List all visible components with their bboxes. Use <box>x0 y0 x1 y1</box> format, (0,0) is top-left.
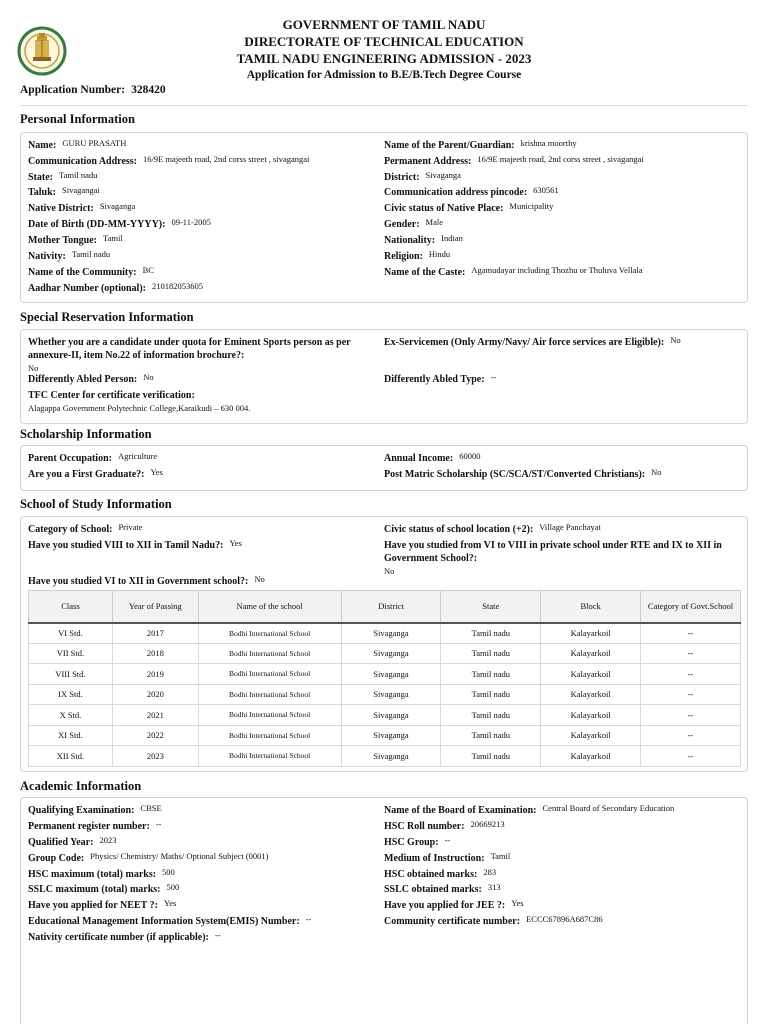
field-medium: Medium of Instruction: $^{Tamil}$ <box>384 851 511 864</box>
field-hsc-max: HSC maximum (total) marks: $^{500}$ <box>28 867 175 880</box>
field-state: State: $^{Tamil nadu}$ <box>28 170 98 183</box>
field-post-matric: Post Matric Scholarship (SC/SCA/ST/Converted Christians): $^{No}$ <box>384 467 662 480</box>
field-comm-address: Communication Address: $^{16/9E majeeth road, 2nd corss street , sivagangai}$ <box>28 154 310 167</box>
document-header <box>0 16 768 83</box>
field-ex-servicemen: Ex-Servicemen (Only Army/Navy/ Air force services are Eligible): $^{No}$ <box>384 335 681 348</box>
field-emis: Educational Management Information System(EMIS) Number: -- <box>28 914 312 927</box>
field-dob: Date of Birth (DD-MM-YYYY): $^{09-11-2005}$ <box>28 217 211 230</box>
table-row: IX Std. 2020 Bodhi International School Sivaganga Tamil nadu Kalayarkoil -- <box>29 684 741 705</box>
field-pincode: Communication address pincode: $^{630561}$ <box>384 185 559 198</box>
col-class: Class <box>29 591 113 623</box>
field-first-graduate: Are you a First Graduate?: $^{Yes}$ <box>28 467 163 480</box>
field-religion: Religion: $^{Hindu}$ <box>384 249 451 262</box>
field-hsc-obtained: HSC obtained marks: $^{283}$ <box>384 867 497 880</box>
field-perm-reg: Permanent register number: -- <box>28 819 162 832</box>
field-sports-quota: Whether you are a candidate under quota for Eminent Sports person as per annexure-II, item No.22 of information brochure?: No <box>28 337 351 373</box>
scholarship-title: Scholarship Information <box>20 427 152 441</box>
field-community-cert: Community certificate number: $^{ECCC67896A687C86}$ <box>384 914 603 927</box>
field-rte: Have you studied from VI to VIII in private school under RTE and IX to XII in Government School?: No <box>384 540 722 576</box>
header-course: Application for Admission to B.E/B.Tech Degree Course <box>246 69 522 81</box>
field-community: Name of the Community: $^{BC}$ <box>28 265 154 278</box>
field-hsc-roll: HSC Roll number: $^{20669213}$ <box>384 819 505 832</box>
field-caste: Name of the Caste: $^{Agamudayar including Thozhu or Thuluva Vellala}$ <box>384 265 643 278</box>
field-parent: Name of the Parent/Guardian: $^{krishna moorthy}$ <box>384 138 577 151</box>
field-nationality: Nationality: $^{Indian}$ <box>384 233 463 246</box>
field-diff-abled: Differently Abled Person: $^{No}$ <box>28 372 154 385</box>
field-annual-income: Annual Income: $^{60000}$ <box>384 451 481 464</box>
field-sslc-obtained: SSLC obtained marks: $^{313}$ <box>384 882 501 895</box>
special-reservation-title: Special Reservation Information <box>20 310 194 324</box>
header-directorate: DIRECTORATE OF TECHNICAL EDUCATION <box>244 34 524 49</box>
col-state: State <box>441 591 541 623</box>
field-aadhar: Aadhar Number (optional): $^{210182053605}$ <box>28 281 203 294</box>
school-study-table <box>28 590 741 767</box>
field-name: Name: $^{GURU PRASATH}$ <box>28 138 127 151</box>
col-year: Year of Passing <box>112 591 198 623</box>
col-school-name: Name of the school <box>198 591 341 623</box>
field-gender: Gender: $^{Male}$ <box>384 217 444 230</box>
table-row: VII Std. 2018 Bodhi International School Sivaganga Tamil nadu Kalayarkoil -- <box>29 643 741 664</box>
field-board: Name of the Board of Examination: $^{Central Board of Secondary Education}$ <box>384 803 675 816</box>
field-jee: Have you applied for JEE ?: $^{Yes}$ <box>384 898 524 911</box>
field-nativity-cert: Nativity certificate number (if applicable): -- <box>28 930 221 943</box>
field-studied-tn: Have you studied VIII to XII in Tamil Nadu?: $^{Yes}$ <box>28 538 242 551</box>
field-civic-status: Civic status of Native Place: $^{Municipality}$ <box>384 201 554 214</box>
field-qual-year: Qualified Year: $^{2023}$ <box>28 835 117 848</box>
school-study-title: School of Study Information <box>20 497 172 511</box>
header-admission: TAMIL NADU ENGINEERING ADMISSION - 2023 <box>236 51 532 66</box>
field-nativity: Nativity: $^{Tamil nadu}$ <box>28 249 111 262</box>
header-government: GOVERNMENT OF TAMIL NADU <box>282 17 486 32</box>
field-school-civic: Civic status of school location (+2): $^{Village Panchayat}$ <box>384 522 601 535</box>
application-number: Application Number: 328420 <box>20 84 166 96</box>
field-hsc-group: HSC Group: -- <box>384 835 451 848</box>
field-neet: Have you applied for NEET ?: $^{Yes}$ <box>28 898 177 911</box>
field-govt-school: Have you studied VI to XII in Government school?: $^{No}$ <box>28 574 265 587</box>
field-perm-address: Permanent Address: $^{16/9E majeeth road, 2nd corss street , sivagangai}$ <box>384 154 644 167</box>
field-native-district: Native District: $^{Sivaganga}$ <box>28 201 136 214</box>
field-district: District: $^{Sivaganga}$ <box>384 170 461 183</box>
field-mother-tongue: Mother Tongue: $^{Tamil}$ <box>28 233 123 246</box>
table-row: X Std. 2021 Bodhi International School Sivaganga Tamil nadu Kalayarkoil -- <box>29 705 741 726</box>
table-header-row <box>29 591 741 623</box>
field-parent-occupation: Parent Occupation: $^{Agriculture}$ <box>28 451 158 464</box>
table-row: VI Std. 2017 Bodhi International School Sivaganga Tamil nadu Kalayarkoil -- <box>29 623 741 644</box>
table-row: XII Std. 2023 Bodhi International School Sivaganga Tamil nadu Kalayarkoil -- <box>29 746 741 767</box>
field-sslc-max: SSLC maximum (total) marks: $^{500}$ <box>28 882 180 895</box>
field-taluk: Taluk: $^{Sivagangai}$ <box>28 185 100 198</box>
divider <box>20 105 748 106</box>
personal-info-title: Personal Information <box>20 112 135 126</box>
col-district: District <box>341 591 441 623</box>
field-diff-abled-type: Differently Abled Type: -- <box>384 372 497 385</box>
col-govt-category: Category of Govt.School <box>641 591 741 623</box>
field-qual-exam: Qualifying Examination: $^{CBSE}$ <box>28 803 162 816</box>
table-row: VIII Std. 2019 Bodhi International School Sivaganga Tamil nadu Kalayarkoil -- <box>29 664 741 685</box>
field-school-category: Category of School: $^{Private}$ <box>28 522 143 535</box>
table-row: XI Std. 2022 Bodhi International School Sivaganga Tamil nadu Kalayarkoil -- <box>29 725 741 746</box>
field-group-code: Group Code: $^{Physics/ Chemistry/ Maths/ Optional Subject (0001)}$ <box>28 851 269 864</box>
col-block: Block <box>541 591 641 623</box>
field-tfc-center: TFC Center for certificate verification: Alagappa Government Polytechnic College,Karaikudi – 630 004. <box>28 390 251 413</box>
academic-title: Academic Information <box>20 779 142 793</box>
